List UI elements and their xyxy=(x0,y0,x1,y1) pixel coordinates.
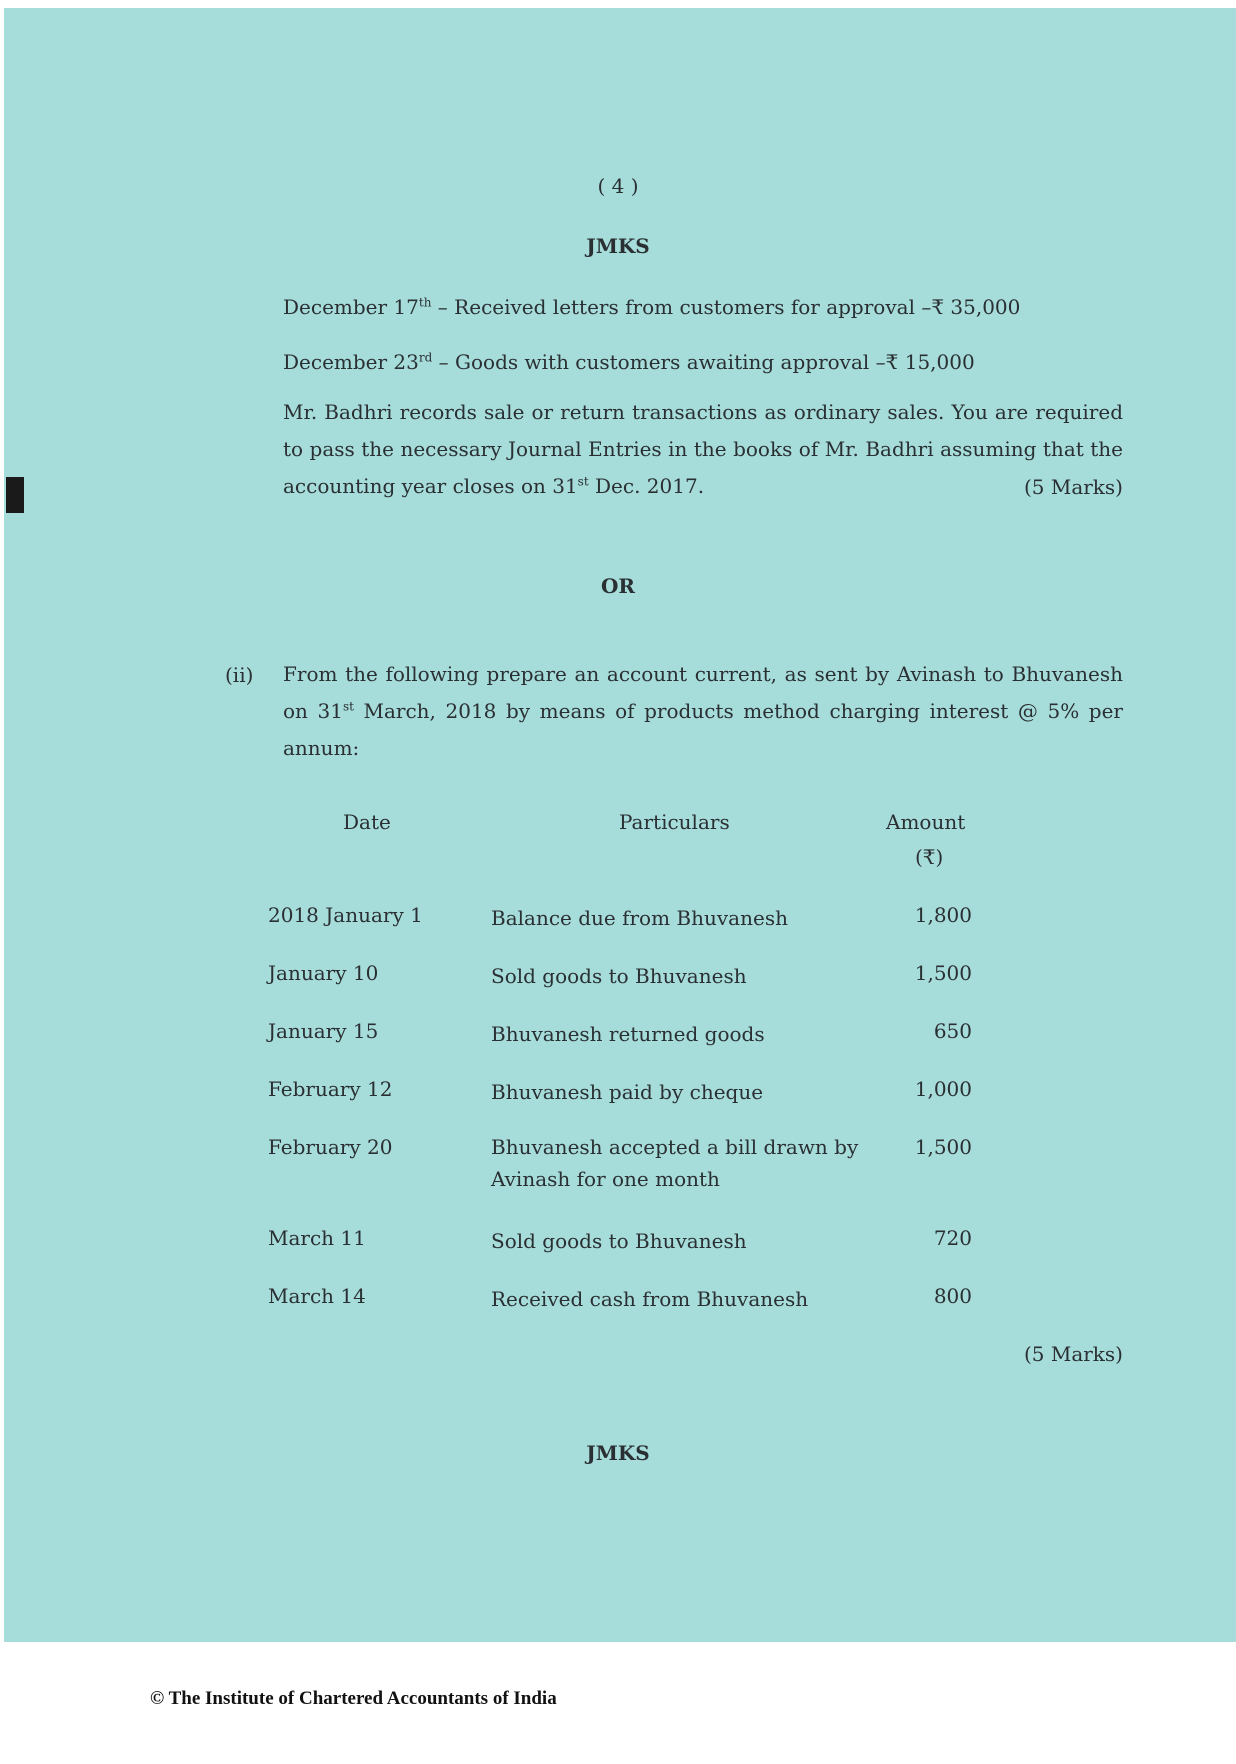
row-date: March 11 xyxy=(268,1226,366,1250)
row-particulars: Sold goods to Bhuvanesh xyxy=(491,964,747,988)
question-paragraph: From the following prepare an account current, as sent by Avinash to Bhuvanesh on 31st March, 2018 by means of products method charging interest @ 5% per annum: xyxy=(283,662,1123,760)
row-amount: 800 xyxy=(933,1284,972,1308)
table-header-date: Date xyxy=(343,810,391,834)
row-amount: 720 xyxy=(933,1226,972,1250)
table-header-amount-unit: (₹) xyxy=(915,845,944,869)
instruction-paragraph: Mr. Badhri records sale or return transactions as ordinary sales. You are required to pass the necessary Journal Entries in the books of Mr. Badhri assuming that the accounting year closes on 31st Dec. 2017. xyxy=(283,400,1123,498)
table-header-particulars: Particulars xyxy=(619,810,730,834)
row-particulars: Bhuvanesh returned goods xyxy=(491,1022,765,1046)
question-label: (ii) xyxy=(225,663,254,687)
table-row xyxy=(0,1018,1236,1078)
row-amount: 1,500 xyxy=(914,1135,972,1159)
marks-part-ii: (5 Marks) xyxy=(1023,1342,1123,1366)
row-particulars: Bhuvanesh paid by cheque xyxy=(491,1080,764,1104)
or-separator: OR xyxy=(600,574,636,598)
row-date: January 10 xyxy=(268,961,379,985)
row-particulars: Sold goods to Bhuvanesh xyxy=(491,1229,747,1253)
table-row xyxy=(0,902,1236,962)
row-date: February 12 xyxy=(268,1077,393,1101)
copyright-footer: © The Institute of Chartered Accountants of India xyxy=(150,1688,557,1709)
table-header-amount: Amount xyxy=(886,810,966,834)
row-date: 2018 January 1 xyxy=(268,903,423,927)
footer-code: JMKS xyxy=(586,1441,650,1465)
row-particulars: Received cash from Bhuvanesh xyxy=(491,1287,809,1311)
row-amount: 650 xyxy=(933,1019,972,1043)
scan-edge-mark xyxy=(6,477,24,513)
row-particulars: Balance due from Bhuvanesh xyxy=(491,906,788,930)
row-particulars: Bhuvanesh accepted a bill drawn by Avinash for one month xyxy=(491,1135,859,1191)
december-17-line: December 17th – Received letters from customers for approval –₹ 35,000 xyxy=(283,295,1021,319)
row-amount: 1,800 xyxy=(914,903,972,927)
header-code: JMKS xyxy=(586,234,650,258)
row-date: March 14 xyxy=(268,1284,366,1308)
table-row xyxy=(0,1225,1236,1285)
table-row xyxy=(0,1076,1236,1136)
row-amount: 1,500 xyxy=(914,961,972,985)
page-number: ( 4 ) xyxy=(597,174,639,198)
marks-part-i: (5 Marks) xyxy=(1023,475,1123,499)
table-row xyxy=(0,960,1236,1020)
table-row xyxy=(0,1283,1236,1343)
row-amount: 1,000 xyxy=(914,1077,972,1101)
december-23-line: December 23rd – Goods with customers awaiting approval –₹ 15,000 xyxy=(283,350,975,374)
table-row xyxy=(0,1134,1236,1224)
row-date: January 15 xyxy=(268,1019,379,1043)
row-date: February 20 xyxy=(268,1135,393,1159)
